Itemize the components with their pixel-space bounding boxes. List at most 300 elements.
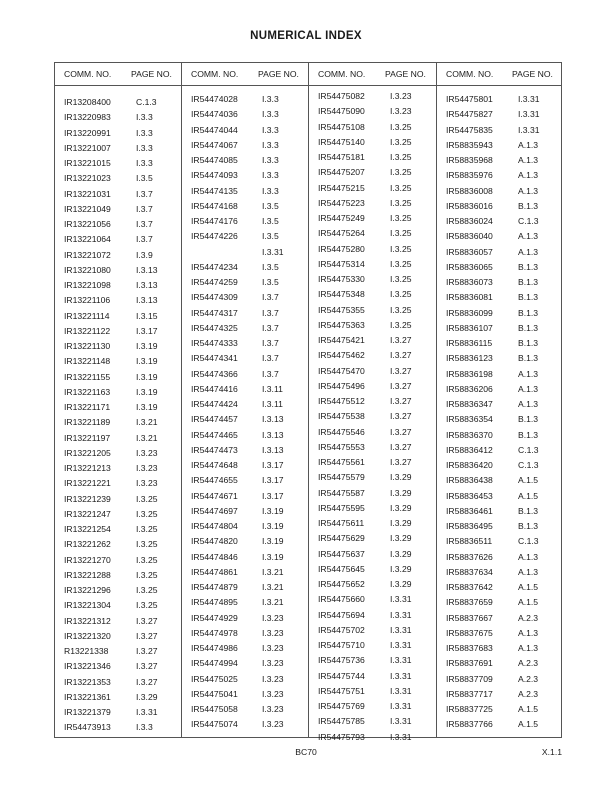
comm-no-cell: IR54475108	[318, 121, 365, 132]
page-no-cell: I.3.3	[262, 94, 279, 104]
comm-no-cell: IR58836206	[446, 383, 493, 394]
index-row	[437, 123, 561, 138]
page-no-cell: I.3.31	[390, 685, 412, 696]
index-row	[182, 611, 309, 626]
index-row	[437, 275, 561, 290]
comm-no-cell: IR13221049	[64, 203, 111, 214]
comm-no-header: COMM. NO.	[191, 69, 239, 79]
comm-no-cell: IR13221304	[64, 600, 111, 611]
page-no-cell: I.3.5	[136, 173, 153, 184]
comm-no-cell: IR54475553	[318, 441, 365, 452]
index-column-2	[181, 63, 309, 737]
comm-no-cell: IR54475249	[318, 213, 365, 223]
index-row	[182, 672, 309, 687]
comm-no-cell: IR54475462	[318, 350, 365, 361]
comm-no-cell: IR54475710	[318, 640, 365, 650]
comm-no-cell: IR58837766	[446, 719, 493, 730]
comm-no-cell: IR13221015	[64, 158, 111, 168]
comm-no-cell: IR13221122	[64, 325, 111, 336]
column-entries	[182, 92, 309, 733]
page-no-cell: I.3.7	[262, 307, 279, 318]
comm-no-cell: IR54474259	[191, 277, 238, 287]
index-row	[55, 293, 181, 308]
index-row	[437, 473, 561, 488]
comm-no-cell: IR54474846	[191, 551, 238, 562]
page-no-cell: I.3.31	[262, 246, 284, 257]
page-no-cell: I.3.25	[136, 524, 158, 534]
index-row	[55, 278, 181, 293]
comm-no-cell: IR54474325	[191, 322, 238, 333]
index-row	[182, 702, 309, 717]
comm-no-cell: IR54475512	[318, 396, 365, 406]
page-no-cell: I.3.5	[262, 231, 279, 242]
page-no-header: PAGE NO.	[512, 69, 553, 79]
comm-no-cell: IR54474473	[191, 444, 238, 455]
comm-no-cell: IR54475736	[318, 655, 365, 666]
page-no-cell: I.3.29	[136, 691, 158, 702]
index-row	[309, 120, 437, 135]
page-no-cell: I.3.21	[262, 566, 284, 577]
page-no-cell: I.3.31	[390, 731, 412, 742]
index-row	[309, 714, 437, 729]
comm-no-cell: IR13221056	[64, 219, 111, 229]
page-no-cell: A.1.3	[518, 231, 539, 242]
comm-no-cell: IR54475223	[318, 197, 365, 208]
comm-no-cell: IR54475058	[191, 704, 238, 714]
index-row	[55, 217, 181, 232]
page-no-cell: I.3.29	[390, 518, 412, 528]
page-no-cell: I.3.3	[262, 124, 279, 135]
page-no-cell: I.3.19	[136, 386, 158, 397]
index-row	[309, 562, 437, 577]
page-no-cell: I.3.27	[136, 615, 158, 626]
page-no-cell: I.3.17	[136, 325, 158, 336]
index-row	[55, 675, 181, 690]
index-row	[55, 614, 181, 629]
page-no-cell: I.3.27	[136, 661, 158, 672]
comm-no-cell: IR54475074	[191, 719, 238, 730]
page-no-cell: I.3.31	[390, 670, 412, 681]
index-row	[437, 641, 561, 656]
comm-no-cell: IR54474366	[191, 368, 238, 379]
comm-no-cell: IR13221155	[64, 371, 111, 382]
index-row	[55, 446, 181, 461]
page-no-cell: I.3.7	[136, 234, 153, 245]
comm-no-cell: IR54475314	[318, 258, 365, 269]
comm-no-cell: IR58837717	[446, 688, 493, 699]
page-no-cell: I.3.5	[262, 200, 279, 211]
index-row	[182, 717, 309, 732]
comm-no-cell: IR54474879	[191, 582, 238, 592]
page-no-cell: I.3.19	[262, 551, 284, 562]
page-no-header: PAGE NO.	[258, 69, 299, 79]
page-no-cell: I.3.21	[136, 432, 158, 443]
page-no-cell: I.3.27	[136, 646, 158, 656]
comm-no-cell: IR54475280	[318, 243, 365, 254]
index-row	[182, 489, 309, 504]
column-entries	[309, 89, 437, 745]
page-no-cell: I.3.25	[136, 493, 158, 504]
comm-no-cell: IR13221023	[64, 173, 111, 184]
page-no-cell: I.3.25	[390, 319, 412, 330]
comm-no-cell: IR13221296	[64, 585, 111, 595]
comm-no-cell: IR13208400	[64, 97, 111, 107]
comm-no-cell: IR54475801	[446, 94, 493, 104]
comm-no-cell: IR54475330	[318, 274, 365, 284]
index-row	[437, 168, 561, 183]
index-row	[437, 321, 561, 336]
comm-no-cell: IR58837691	[446, 658, 493, 669]
index-row	[309, 547, 437, 562]
index-row	[437, 229, 561, 244]
page-no-cell: A.1.3	[518, 246, 539, 257]
page-no-cell: I.3.3	[262, 109, 279, 120]
page-no-cell: I.3.17	[262, 475, 284, 486]
comm-no-cell: IR54474309	[191, 292, 238, 303]
index-row	[182, 412, 309, 427]
page-no-cell: I.3.25	[390, 289, 412, 300]
comm-no-cell: IR13221254	[64, 524, 111, 534]
comm-no-cell: IR13221197	[64, 432, 111, 443]
page-no-cell: B.1.3	[518, 322, 539, 333]
numerical-index-table	[54, 62, 562, 742]
page-no-cell: I.3.5	[262, 261, 279, 272]
comm-no-cell: IR54475140	[318, 136, 365, 147]
index-row	[437, 336, 561, 351]
comm-no-cell: IR58837725	[446, 704, 493, 714]
comm-no-cell: IR58836107	[446, 322, 493, 333]
comm-no-cell: IR54475421	[318, 335, 365, 345]
comm-no-cell: IR54475363	[318, 319, 365, 330]
comm-no-cell: IR54475652	[318, 579, 365, 589]
index-row	[55, 385, 181, 400]
comm-no-cell: IR54475470	[318, 365, 365, 376]
comm-no-cell: IR58837675	[446, 627, 493, 638]
page-no-cell: I.3.3	[262, 185, 279, 196]
index-column-4	[436, 63, 561, 737]
comm-no-cell: IR58836347	[446, 399, 493, 409]
page-no-cell: I.3.21	[262, 582, 284, 592]
index-row	[182, 504, 309, 519]
page-no-cell: I.3.23	[262, 643, 284, 653]
comm-no-cell: IR13221221	[64, 478, 111, 489]
index-row	[182, 107, 309, 122]
page-no-cell: I.3.11	[262, 399, 283, 409]
comm-no-cell: IR54475785	[318, 716, 365, 727]
index-row	[437, 199, 561, 214]
page-no-cell: I.3.31	[390, 716, 412, 727]
comm-no-cell: IR54474036	[191, 109, 238, 120]
index-row	[309, 425, 437, 440]
page-no-cell: I.3.27	[390, 365, 412, 376]
page-no-cell: A.1.3	[518, 368, 539, 379]
page-no-cell: I.3.25	[390, 274, 412, 284]
page-no-cell: I.3.29	[390, 579, 412, 589]
comm-no-cell: IR54475496	[318, 380, 365, 391]
page-no-cell: I.3.25	[390, 228, 412, 239]
comm-no-cell: IR58835943	[446, 139, 493, 150]
index-row	[437, 717, 561, 732]
comm-no-cell: IR58836438	[446, 475, 493, 486]
comm-no-cell: IR58836057	[446, 246, 493, 257]
comm-no-cell: IR54474861	[191, 566, 238, 577]
page-no-cell: I.3.23	[262, 719, 284, 730]
page-no-cell: I.3.3	[136, 127, 153, 138]
index-row	[55, 202, 181, 217]
comm-no-cell: IR54474895	[191, 597, 238, 608]
page-no-cell: I.3.7	[262, 322, 279, 333]
index-row	[309, 104, 437, 119]
comm-no-cell: IR54475025	[191, 673, 238, 684]
index-row	[437, 534, 561, 549]
comm-no-cell: IR54475835	[446, 124, 493, 135]
page-no-cell: B.1.3	[518, 414, 539, 425]
index-row	[437, 397, 561, 412]
comm-no-cell: IR54475264	[318, 228, 365, 239]
page-no-cell: B.1.3	[518, 307, 539, 318]
page-no-cell: I.3.23	[262, 612, 284, 623]
index-row	[55, 339, 181, 354]
page-no-cell: I.3.25	[136, 508, 158, 519]
comm-no-cell: IR13221320	[64, 630, 111, 641]
index-row	[182, 351, 309, 366]
comm-no-cell: IR54475629	[318, 533, 365, 544]
page-no-cell: I.3.27	[390, 426, 412, 437]
comm-no-header: COMM. NO.	[64, 69, 112, 79]
page-no-cell: I.3.19	[262, 521, 284, 531]
index-row	[309, 608, 437, 623]
column-entries	[55, 95, 181, 736]
page-no-cell: I.3.23	[262, 688, 284, 699]
comm-no-cell: IR58836453	[446, 490, 493, 501]
comm-no-cell: IR58835968	[446, 155, 493, 165]
index-row	[55, 95, 181, 110]
page-no-cell: I.3.31	[390, 655, 412, 666]
comm-no-cell: IR58836073	[446, 277, 493, 287]
comm-no-cell: IR54474333	[191, 338, 238, 348]
page-no-cell: I.3.7	[262, 368, 279, 379]
comm-no-cell: IR54474671	[191, 490, 238, 501]
index-row	[182, 321, 309, 336]
comm-no-cell: R13221338	[64, 646, 109, 656]
page-no-cell: I.3.19	[136, 356, 158, 367]
comm-no-cell: IR58837683	[446, 643, 493, 653]
index-row	[437, 184, 561, 199]
index-row	[55, 507, 181, 522]
index-row	[309, 592, 437, 607]
comm-no-cell: IR58837667	[446, 612, 493, 623]
comm-no-cell: IR54474226	[191, 231, 238, 242]
page-no-cell: C.1.3	[518, 460, 539, 470]
page-no-cell: B.1.3	[518, 505, 539, 516]
comm-no-cell: IR54474168	[191, 200, 238, 211]
comm-no-cell: IR13221312	[64, 615, 111, 626]
index-row	[182, 214, 309, 229]
page-no-cell: B.1.3	[518, 521, 539, 531]
comm-no-cell: IR58836495	[446, 521, 493, 531]
index-row	[182, 138, 309, 153]
comm-no-cell: IR13220983	[64, 112, 111, 123]
page-no-cell: A.1.3	[518, 566, 539, 577]
page-no-cell: A.1.3	[518, 551, 539, 562]
comm-no-cell: IR54475660	[318, 594, 365, 605]
page-no-cell: I.3.25	[390, 121, 412, 132]
comm-no-cell: IR13221247	[64, 508, 111, 519]
page-no-cell: I.3.13	[262, 414, 284, 425]
page-no-cell: A.1.3	[518, 399, 539, 409]
page-no-cell: I.3.13	[136, 295, 158, 306]
page-no-cell: C.1.3	[518, 536, 539, 547]
index-row	[182, 290, 309, 305]
index-row	[55, 248, 181, 263]
index-row	[182, 565, 309, 580]
comm-no-cell: IR54474317	[191, 307, 238, 318]
comm-no-cell: IR58836024	[446, 216, 493, 226]
index-row	[309, 516, 437, 531]
page-no-cell: I.3.25	[390, 304, 412, 315]
comm-no-cell: IR54474820	[191, 536, 238, 547]
comm-no-cell: IR13221163	[64, 386, 111, 397]
index-row	[309, 196, 437, 211]
page-no-cell: I.3.7	[262, 292, 279, 303]
page-no-cell: I.3.5	[262, 216, 279, 226]
index-row	[55, 568, 181, 583]
comm-no-cell: IR54474648	[191, 460, 238, 470]
index-row	[182, 168, 309, 183]
index-row	[309, 699, 437, 714]
index-row	[309, 684, 437, 699]
comm-no-cell: IR54475579	[318, 472, 365, 483]
comm-no-cell: IR54475595	[318, 502, 365, 513]
page-no-cell: C.1.3	[136, 97, 157, 107]
index-row	[309, 181, 437, 196]
page-no-cell: I.3.27	[136, 630, 158, 641]
index-row	[437, 550, 561, 565]
page-no-cell: A.1.5	[518, 490, 539, 501]
comm-no-cell: IR13221064	[64, 234, 111, 245]
page-no-cell: A.2.3	[518, 612, 539, 623]
index-row	[182, 260, 309, 275]
index-row	[437, 458, 561, 473]
page-no-cell: C.1.3	[518, 216, 539, 226]
page-no-cell: A.1.3	[518, 155, 539, 165]
page-no-cell: I.3.3	[136, 142, 153, 153]
index-row	[309, 730, 437, 745]
page-no-cell: I.3.25	[136, 600, 158, 611]
comm-no-cell: IR54475694	[318, 609, 365, 620]
index-row	[437, 656, 561, 671]
comm-no-cell: IR58837709	[446, 673, 493, 684]
page-no-cell: I.3.25	[390, 197, 412, 208]
index-row	[309, 333, 437, 348]
index-row	[55, 324, 181, 339]
comm-no-cell: IR54474804	[191, 521, 238, 531]
page-no-cell: A.1.3	[518, 643, 539, 653]
page-no-cell: I.3.13	[262, 429, 284, 440]
index-row	[182, 336, 309, 351]
comm-no-cell: IR58836354	[446, 414, 493, 425]
comm-no-cell: IR13221346	[64, 661, 111, 672]
page-no-cell: I.3.23	[136, 478, 158, 489]
page-no-cell: I.3.17	[262, 490, 284, 501]
page-no-cell: I.3.31	[390, 609, 412, 620]
index-row	[309, 287, 437, 302]
comm-no-cell: IR54474697	[191, 505, 238, 516]
page-no-cell: A.2.3	[518, 673, 539, 684]
page-no-header: PAGE NO.	[385, 69, 426, 79]
comm-no-cell: IR54473913	[64, 722, 111, 733]
page-no-cell: B.1.3	[518, 429, 539, 440]
index-row	[309, 440, 437, 455]
index-row	[55, 370, 181, 385]
index-row	[309, 653, 437, 668]
page-no-cell: I.3.23	[136, 447, 158, 458]
index-row	[309, 348, 437, 363]
page-no-cell: I.3.29	[390, 548, 412, 559]
comm-no-cell: IR54474978	[191, 627, 238, 638]
index-row	[437, 672, 561, 687]
page-no-cell: I.3.7	[262, 353, 279, 364]
page-no-cell: I.3.23	[136, 463, 158, 473]
comm-no-cell: IR54475611	[318, 518, 365, 528]
page-no-cell: A.1.3	[518, 627, 539, 638]
index-row	[309, 150, 437, 165]
page-no-cell: I.3.31	[390, 624, 412, 635]
page-no-cell: A.1.3	[518, 185, 539, 196]
comm-no-cell: IR54474044	[191, 124, 238, 135]
index-row	[309, 394, 437, 409]
comm-no-cell: IR58836099	[446, 307, 493, 318]
index-row	[182, 458, 309, 473]
index-row	[55, 187, 181, 202]
index-row	[309, 623, 437, 638]
page-no-cell: I.3.13	[136, 264, 158, 275]
index-row	[55, 156, 181, 171]
page-no-cell: I.3.25	[390, 213, 412, 223]
comm-no-cell: IR58836008	[446, 185, 493, 196]
page-no-cell: I.3.29	[390, 487, 412, 498]
comm-no-cell: IR58836511	[446, 536, 493, 547]
comm-no-header: COMM. NO.	[318, 69, 366, 79]
page-no-cell: I.3.3	[136, 112, 153, 123]
page-no-cell: I.3.27	[390, 441, 412, 452]
index-row	[182, 306, 309, 321]
index-row	[309, 638, 437, 653]
footer-model: BC70	[295, 747, 317, 757]
comm-no-cell: IR13221130	[64, 341, 111, 351]
comm-no-cell: IR54474234	[191, 261, 238, 272]
comm-no-cell: IR13221114	[64, 310, 110, 321]
page-no-cell: I.3.19	[136, 402, 158, 412]
index-row	[182, 92, 309, 107]
index-row	[309, 257, 437, 272]
page-no-cell: I.3.7	[136, 203, 153, 214]
comm-no-cell: IR58836461	[446, 505, 493, 516]
comm-no-cell: IR54474085	[191, 155, 238, 165]
comm-no-cell: IR13221072	[64, 249, 111, 260]
index-row	[437, 443, 561, 458]
page-no-cell: I.3.23	[262, 673, 284, 684]
page-no-cell: B.1.3	[518, 277, 539, 287]
index-row	[182, 245, 309, 260]
page-no-cell: I.3.29	[390, 502, 412, 513]
page-no-cell: I.3.19	[136, 371, 158, 382]
page-no-cell: C.1.3	[518, 444, 539, 455]
page-no-cell: I.3.3	[136, 722, 153, 733]
comm-no-cell: IR54475769	[318, 701, 365, 711]
index-row	[309, 409, 437, 424]
comm-no-cell: IR13221148	[64, 356, 111, 367]
